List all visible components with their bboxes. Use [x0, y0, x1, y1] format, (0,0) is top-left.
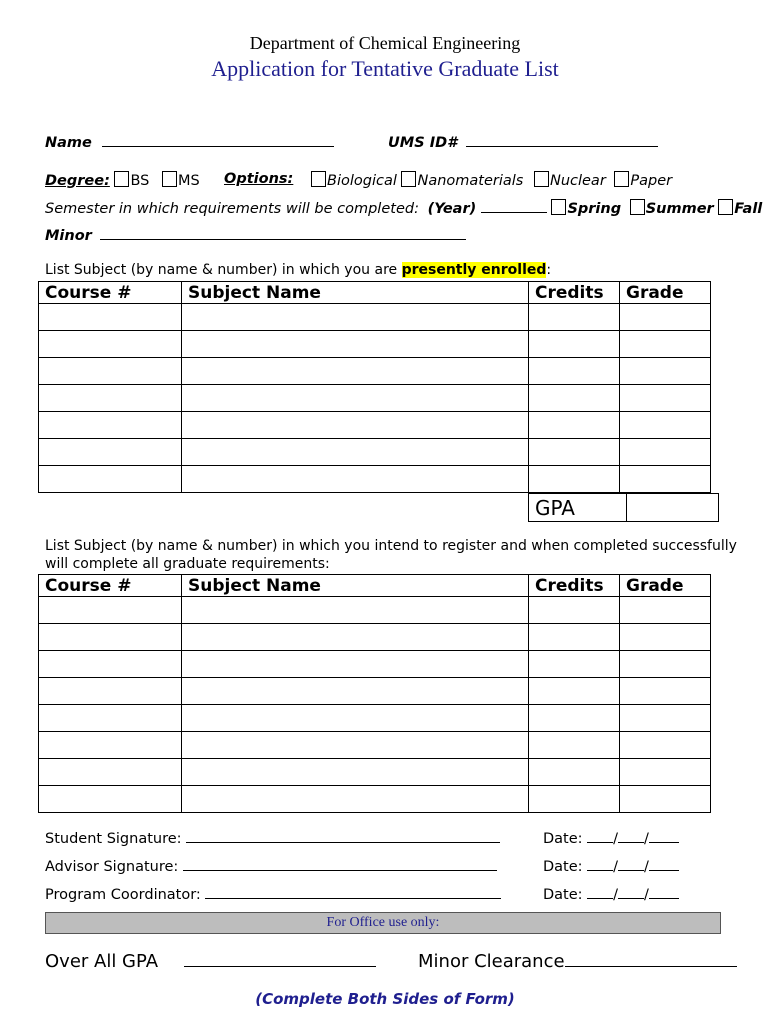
credits-cell[interactable] — [529, 705, 620, 732]
table-row — [39, 759, 711, 786]
student-date-row: Date: / / — [543, 830, 679, 847]
minor-label: Minor — [45, 228, 92, 244]
course-header: Course # — [39, 282, 182, 304]
table-row — [39, 786, 711, 813]
coordinator-date-row: Date: / / — [543, 886, 679, 903]
grade-cell[interactable] — [620, 331, 711, 358]
date-day-field[interactable] — [618, 886, 644, 899]
subject-header: Subject Name — [182, 282, 529, 304]
date-month-field[interactable] — [587, 858, 613, 871]
credits-cell[interactable] — [529, 358, 620, 385]
minor-clearance-field[interactable] — [565, 952, 737, 967]
nuclear-checkbox[interactable] — [534, 171, 549, 187]
form-title: Application for Tentative Graduate List — [211, 56, 559, 81]
credits-header: Credits — [529, 282, 620, 304]
course-cell[interactable] — [39, 331, 182, 358]
advisor-signature-label: Advisor Signature: — [45, 859, 179, 875]
date-day-field[interactable] — [618, 830, 644, 843]
semester-label: Semester in which requirements will be completed: — [45, 201, 419, 217]
overall-gpa-row — [45, 951, 376, 972]
intended-intro-line1: List Subject (by name & number) in which you intend to register and when completed successfully — [45, 538, 737, 554]
student-signature-row — [45, 830, 500, 847]
course-cell[interactable] — [39, 732, 182, 759]
subject-header: Subject Name — [182, 575, 529, 597]
table-row — [39, 597, 711, 624]
date-day-field[interactable] — [618, 858, 644, 871]
grade-cell[interactable] — [620, 732, 711, 759]
grade-cell[interactable] — [620, 678, 711, 705]
bs-checkbox[interactable] — [114, 171, 129, 187]
grade-cell[interactable] — [620, 385, 711, 412]
gpa-value-cell[interactable] — [627, 494, 719, 522]
table-row — [39, 678, 711, 705]
table-row — [39, 412, 711, 439]
grade-cell[interactable] — [620, 439, 711, 466]
student-signature-field[interactable] — [186, 830, 500, 843]
subject-cell[interactable] — [182, 385, 529, 412]
date-label: Date: — [543, 831, 583, 847]
paper-checkbox[interactable] — [614, 171, 629, 187]
course-cell[interactable] — [39, 439, 182, 466]
name-label: Name — [45, 135, 92, 151]
date-month-field[interactable] — [587, 830, 613, 843]
credits-cell[interactable] — [529, 439, 620, 466]
options-choices — [311, 171, 672, 189]
minor-row — [45, 227, 466, 244]
overall-gpa-field[interactable] — [184, 952, 376, 967]
spring-checkbox[interactable] — [551, 199, 566, 215]
table-header-row — [39, 282, 711, 304]
date-year-field[interactable] — [649, 886, 679, 899]
intended-table — [38, 574, 711, 813]
advisor-date-row: Date: / / — [543, 858, 679, 875]
minor-field[interactable] — [100, 227, 466, 240]
grade-cell[interactable] — [620, 597, 711, 624]
subject-cell[interactable] — [182, 651, 529, 678]
subject-cell[interactable] — [182, 678, 529, 705]
table-header-row — [39, 575, 711, 597]
grade-cell[interactable] — [620, 651, 711, 678]
spring-label: Spring — [567, 201, 622, 217]
course-cell[interactable] — [39, 304, 182, 331]
nanomaterials-label: Nanomaterials — [417, 173, 524, 189]
subject-cell[interactable] — [182, 624, 529, 651]
biological-label: Biological — [327, 173, 397, 189]
course-cell[interactable] — [39, 786, 182, 813]
grade-cell[interactable] — [620, 412, 711, 439]
name-row — [45, 134, 334, 151]
table-row — [39, 624, 711, 651]
name-field[interactable] — [102, 134, 334, 147]
course-header: Course # — [39, 575, 182, 597]
table-row — [39, 304, 711, 331]
subject-cell[interactable] — [182, 705, 529, 732]
grade-cell[interactable] — [620, 466, 711, 493]
degree-label: Degree: — [45, 173, 110, 189]
overall-gpa-label: Over All GPA — [45, 951, 159, 972]
biological-checkbox[interactable] — [311, 171, 326, 187]
table-row — [39, 732, 711, 759]
advisor-signature-field[interactable] — [183, 858, 497, 871]
options-label — [224, 171, 293, 187]
credits-cell[interactable] — [529, 304, 620, 331]
coordinator-signature-label: Program Coordinator: — [45, 887, 201, 903]
year-field[interactable] — [481, 200, 547, 213]
enrolled-table — [38, 281, 711, 493]
table-row — [39, 651, 711, 678]
subject-cell[interactable] — [182, 759, 529, 786]
grade-cell[interactable] — [620, 624, 711, 651]
subject-cell[interactable] — [182, 412, 529, 439]
subject-cell[interactable] — [182, 732, 529, 759]
nuclear-label: Nuclear — [549, 173, 606, 189]
degree-row — [45, 171, 200, 189]
options-label-text: Options: — [224, 171, 294, 187]
date-label: Date: — [543, 887, 583, 903]
course-cell[interactable] — [39, 385, 182, 412]
course-cell[interactable] — [39, 412, 182, 439]
credits-cell[interactable] — [529, 759, 620, 786]
date-label: Date: — [543, 859, 583, 875]
grade-cell[interactable] — [620, 705, 711, 732]
grade-header: Grade — [620, 575, 711, 597]
table-row — [39, 385, 711, 412]
course-cell[interactable] — [39, 624, 182, 651]
credits-cell[interactable] — [529, 786, 620, 813]
course-cell[interactable] — [39, 759, 182, 786]
subject-cell[interactable] — [182, 331, 529, 358]
subject-cell[interactable] — [182, 466, 529, 493]
fall-label: Fall — [734, 201, 763, 217]
course-cell[interactable] — [39, 597, 182, 624]
course-cell[interactable] — [39, 651, 182, 678]
enrolled-intro — [45, 262, 551, 278]
office-use-label: For Office use only: — [326, 915, 440, 930]
course-cell[interactable] — [39, 466, 182, 493]
credits-cell[interactable] — [529, 412, 620, 439]
table-row — [39, 466, 711, 493]
minor-clearance-label: Minor Clearance — [418, 951, 565, 972]
table-row — [39, 331, 711, 358]
year-label: (Year) — [427, 201, 477, 217]
enrolled-intro-colon: : — [546, 262, 552, 278]
subject-cell[interactable] — [182, 786, 529, 813]
course-cell[interactable] — [39, 358, 182, 385]
paper-label: Paper — [630, 173, 673, 189]
bs-label: BS — [130, 173, 150, 189]
grade-cell[interactable] — [620, 786, 711, 813]
credits-cell[interactable] — [529, 385, 620, 412]
ums-field[interactable] — [466, 134, 658, 147]
coordinator-signature-row — [45, 886, 501, 903]
subject-cell[interactable] — [182, 304, 529, 331]
grade-cell[interactable] — [620, 759, 711, 786]
course-cell[interactable] — [39, 678, 182, 705]
table-row — [39, 358, 711, 385]
minor-clearance-row — [418, 951, 737, 972]
nanomaterials-checkbox[interactable] — [401, 171, 416, 187]
credits-cell[interactable] — [529, 466, 620, 493]
course-cell[interactable] — [39, 705, 182, 732]
ums-label: UMS ID# — [388, 135, 458, 151]
credits-cell[interactable] — [529, 624, 620, 651]
table-row — [39, 439, 711, 466]
grade-header: Grade — [620, 282, 711, 304]
gpa-label: GPA — [529, 494, 627, 522]
presently-enrolled-highlight: presently enrolled — [401, 262, 547, 278]
credits-cell[interactable] — [529, 597, 620, 624]
gpa-box — [528, 493, 719, 522]
ms-label: MS — [178, 173, 200, 189]
fall-checkbox[interactable] — [718, 199, 733, 215]
coordinator-signature-field[interactable] — [205, 886, 501, 899]
table-row — [39, 705, 711, 732]
credits-cell[interactable] — [529, 331, 620, 358]
grade-cell[interactable] — [620, 304, 711, 331]
date-year-field[interactable] — [649, 830, 679, 843]
ums-row — [388, 134, 658, 151]
intended-intro — [45, 537, 737, 573]
student-signature-label: Student Signature: — [45, 831, 182, 847]
subject-cell[interactable] — [182, 597, 529, 624]
date-year-field[interactable] — [649, 858, 679, 871]
advisor-signature-row — [45, 858, 497, 875]
footer-note: (Complete Both Sides of Form) — [255, 990, 515, 1008]
enrolled-intro-text: List Subject (by name & number) in which you are — [45, 262, 402, 278]
office-use-bar — [45, 912, 721, 934]
grade-cell[interactable] — [620, 358, 711, 385]
summer-checkbox[interactable] — [630, 199, 645, 215]
subject-cell[interactable] — [182, 439, 529, 466]
credits-header: Credits — [529, 575, 620, 597]
department-heading: Department of Chemical Engineering — [249, 33, 521, 53]
credits-cell[interactable] — [529, 678, 620, 705]
credits-cell[interactable] — [529, 732, 620, 759]
summer-label: Summer — [645, 201, 714, 217]
credits-cell[interactable] — [529, 651, 620, 678]
ms-checkbox[interactable] — [162, 171, 177, 187]
subject-cell[interactable] — [182, 358, 529, 385]
date-month-field[interactable] — [587, 886, 613, 899]
semester-row — [45, 199, 762, 217]
intended-intro-line2: will complete all graduate requirements: — [45, 556, 330, 572]
